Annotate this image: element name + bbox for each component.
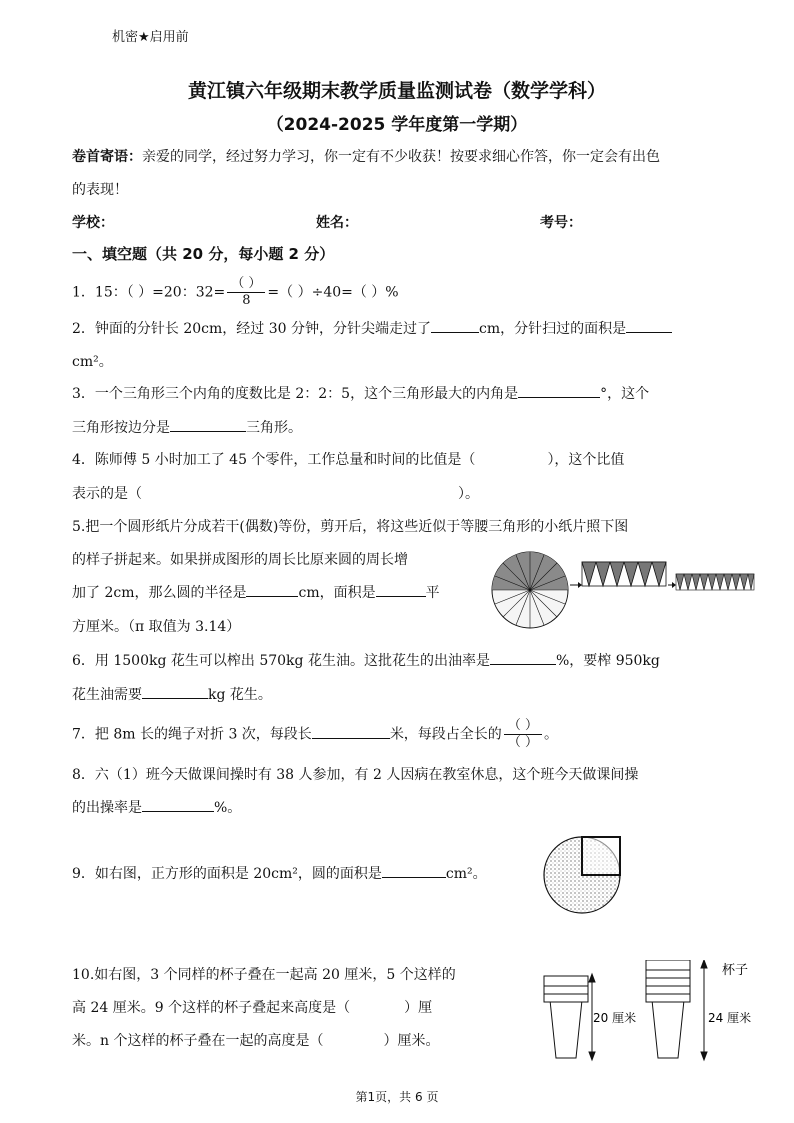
q1-fraction-numerator: （ ） [231,276,262,291]
q6-answer-blank-2[interactable] [142,684,208,699]
q10-five-cups [646,960,690,1058]
q6-answer-blank-1[interactable] [490,650,556,665]
q10-line-3 [72,1030,439,1050]
question-3 [72,383,649,403]
page-footer: 第1页，共 6 页 [355,1090,439,1104]
exam-number-field[interactable]: 考号： [540,215,582,231]
intro-label: 卷首寄语： [72,149,142,165]
q6-text-a: 6．用 1500kg 花生可以榨出 570kg 花生油。这批花生的出油率是 [72,653,490,669]
q7-fraction-denominator: （ ） [504,734,542,751]
q5-text-c: 加了 2cm，那么圆的半径是 [72,585,247,601]
q7-fraction-numerator: （ ） [507,718,538,733]
exam-subtitle: （2024-2025 学年度第一学期） [266,115,528,135]
q9-text-a: 9．如右图，正方形的面积是 20cm²，圆的面积是 [72,866,382,882]
q4-text-d: ）。 [458,486,479,502]
q8-line-2 [72,797,241,817]
q8-text-c: %。 [214,800,242,816]
question-6 [72,650,660,670]
q7-text-a: 7．把 8m 长的绳子对折 3 次，每段长 [72,726,312,743]
q10-three-cups [544,976,588,1058]
q4-text-c: 表示的是（ [72,486,142,502]
q3-text-d: 三角形。 [246,420,302,436]
q4-line-2 [72,483,479,503]
q10-stacked-cups-figure [536,960,766,1062]
q5-rearranged-strip-large [582,562,666,586]
q2-answer-blank-1[interactable] [431,318,479,333]
q3-answer-blank-1[interactable] [518,383,600,398]
q1-text-a: 1．15：（ ）=20：32= [72,284,226,301]
q3-text-b: °，这个 [600,386,650,402]
q7-answer-blank-1[interactable] [312,724,390,739]
q5-arrow-2 [668,582,676,588]
question-9 [72,863,487,883]
q5-sectored-circle [492,552,568,628]
q10-line-2 [72,997,432,1017]
q7-text-b: 米，每段占全长的 [389,726,502,743]
q6-line-2 [72,684,272,704]
q4-text-b: ），这个比值 [547,452,625,468]
q5-answer-blank-2[interactable] [376,582,426,597]
q2-text-b: cm，分针扫过的面积是 [479,321,627,337]
q7-text-c: 。 [543,726,558,743]
question-7 [72,718,558,751]
q5-circle-rearrange-figure [490,550,760,630]
q5-text-e: 平 [425,585,440,601]
q1-fraction[interactable] [227,276,265,309]
question-8: 8．六（1）班今天做课间操时有 38 人参加，有 2 人因病在教室休息，这个班今天做课间操 [72,767,639,783]
q9-answer-blank[interactable] [382,863,446,878]
q10-text-b: 高 24 厘米。9 个这样的杯子叠起来高度是（ [72,1000,351,1016]
q5-line-3 [72,582,440,602]
q10-height-24-label: 24 厘米 [708,1011,752,1025]
q3-answer-blank-2[interactable] [170,417,246,432]
q2-answer-blank-2[interactable] [626,318,672,333]
school-field[interactable]: 学校： [72,215,114,231]
q10-text-e: ）厘米。 [383,1033,440,1049]
q5-arrow-1 [570,582,582,588]
q5-rearranged-strip-small [676,574,754,590]
q9-text-b: cm²。 [445,866,487,882]
q3-line-2 [72,417,302,437]
intro-text-1: 亲爱的同学，经过努力学习，你一定有不少收获！按要求细心作答，你一定会有出色 [142,149,660,165]
q3-text-c: 三角形按边分是 [72,420,170,436]
q2-text-a: 2．钟面的分针长 20cm，经过 30 分钟，分针尖端走过了 [72,321,432,337]
q9-circle-square-figure [542,832,632,922]
intro-line-2: 的表现！ [72,182,128,198]
q5-answer-blank-1[interactable] [246,582,298,597]
q5-line-2: 的样子拼起来。如果拼成图形的周长比原来圆的周长增 [72,552,408,568]
question-5: 5.把一个圆形纸片分成若干(偶数)等份，剪开后，将这些近似于等腰三角形的小纸片照下图 [72,519,629,535]
intro-line-1 [72,146,660,166]
q6-text-c: 花生油需要 [72,687,142,703]
question-1 [72,276,399,309]
q10-cup-label: 杯子 [722,963,749,978]
question-4 [72,449,624,469]
q10-text-c: ）厘 [404,1000,433,1016]
question-2 [72,318,672,338]
exam-title: 黄江镇六年级期末教学质量监测试卷（数学学科） [187,80,606,102]
q5-line-4: 方厘米。（π 取值为 3.14） [72,619,241,635]
q8-answer-blank[interactable] [142,797,214,812]
q1-fraction-denominator: 8 [227,292,265,309]
q6-text-b: %，要榨 950kg [555,653,660,669]
confidential-label: 机密★启用前 [112,30,189,45]
q10-arrow-24 [701,960,707,1060]
q8-text-b: 的出操率是 [72,800,142,816]
q3-text-a: 3．一个三角形三个内角的度数比是 2：2：5，这个三角形最大的内角是 [72,386,519,402]
q2-unit: cm²。 [72,354,113,370]
name-field[interactable]: 姓名： [316,215,358,231]
q10-height-20-label: 20 厘米 [593,1011,637,1025]
question-10: 10.如右图，3 个同样的杯子叠在一起高 20 厘米，5 个这样的 [72,967,456,983]
q10-text-d: 米。n 个这样的杯子叠在一起的高度是（ [72,1033,324,1049]
section-1-title: 一、填空题（共 20 分，每小题 2 分） [72,245,335,263]
q1-text-b: =（ ）÷40=（ ）% [267,284,399,301]
q4-text-a: 4．陈师傅 5 小时加工了 45 个零件，工作总量和时间的比值是（ [72,452,476,468]
q9-square [582,837,620,875]
q6-text-d: kg 花生。 [208,687,272,703]
q7-fraction[interactable] [504,718,542,751]
q5-text-d: cm，面积是 [298,585,376,601]
